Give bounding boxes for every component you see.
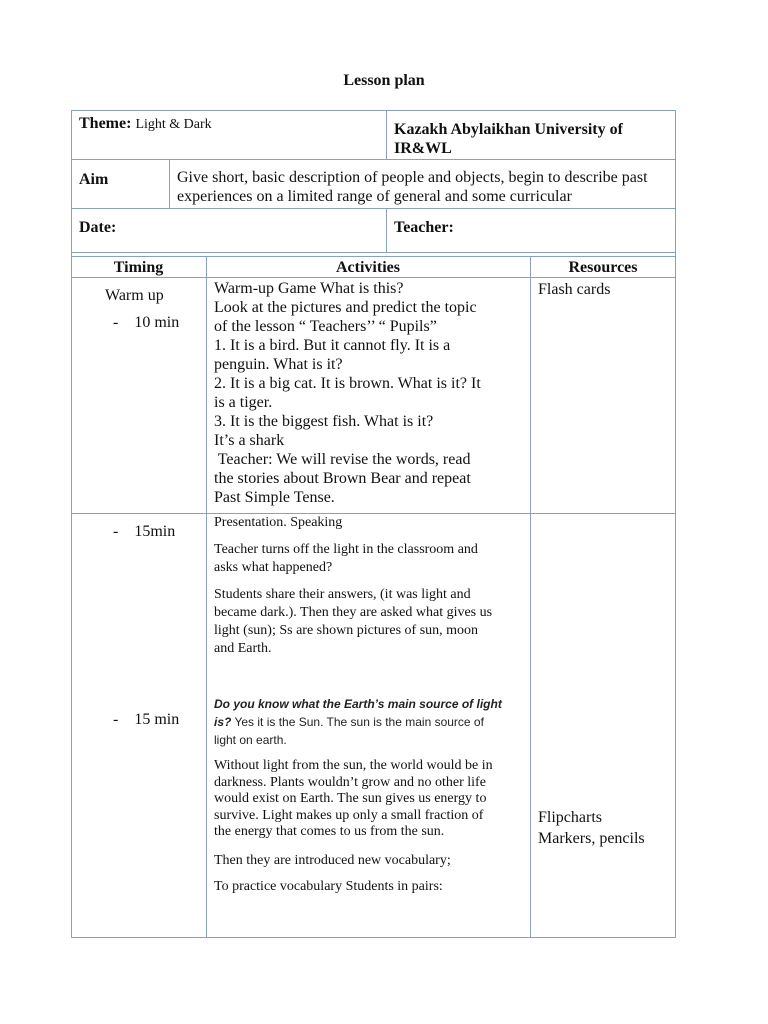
page-title: Lesson plan: [343, 72, 425, 89]
col-divider: [530, 256, 531, 938]
warmup-activities: [214, 279, 530, 507]
presentation-heading: Presentation. Speaking: [214, 515, 343, 530]
col-divider: [169, 159, 170, 209]
university-name: Kazakh Abylaikhan University of IR&WL: [394, 121, 623, 157]
theme-label: Theme:: [79, 115, 132, 132]
activity-line: of the lesson “ Teachers’’ “ Pupils”: [214, 318, 437, 335]
resources-flipcharts: Flipcharts: [538, 809, 602, 826]
col-divider: [386, 110, 387, 160]
theme-cell: [79, 114, 379, 133]
activity-line: the stories about Brown Bear and repeat: [214, 470, 471, 487]
col-divider: [206, 256, 207, 938]
row-divider: [71, 256, 676, 257]
row-divider: [71, 208, 676, 209]
activity-line: 3. It is the biggest fish. What is it?: [214, 413, 434, 430]
activity-line: It’s a shark: [214, 432, 285, 449]
column-header-timing: Timing: [113, 259, 164, 276]
activity-line: is a tiger.: [214, 394, 273, 411]
activity-line: Warm-up Game What is this?: [214, 280, 404, 297]
aim-label: Aim: [79, 171, 109, 188]
aim-text: Give short, basic description of people and objects, begin to describe past experiences on a limited range of general and some curricular: [177, 169, 648, 205]
timing-warmup-label: Warm up: [105, 287, 164, 304]
activity-line: penguin. What is it?: [214, 356, 343, 373]
column-header-resources: Resources: [568, 259, 638, 276]
row-divider: [71, 159, 676, 160]
activity-line: 2. It is a big cat. It is brown. What is it? It: [214, 375, 481, 392]
activity-line: 1. It is a bird. But it cannot fly. It is a: [214, 337, 451, 354]
activity-paragraph: Teacher turns off the light in the classroom and asks what happened?: [214, 542, 478, 575]
date-label: Date:: [79, 219, 117, 236]
row-divider: [71, 513, 676, 514]
activity-line: Past Simple Tense.: [214, 489, 335, 506]
activity-line: Teacher: We will revise the words, read: [214, 451, 471, 468]
activity-paragraph: Without light from the sun, the world would be in darkness. Plants wouldn’t grow and no other life would exist on Earth. The sun gives us energy to survive. Light makes up only a small fraction of the energy that comes to us from the sun.: [214, 758, 493, 839]
vocabulary-intro: Then they are introduced new vocabulary;: [214, 853, 451, 868]
activity-paragraph: Students share their answers, (it was light and became dark.). Then they are asked what gives us light (sun); Ss are shown pictures of sun, moon and Earth.: [214, 587, 493, 656]
theme-value: Light & Dark: [135, 117, 212, 132]
timing-warmup-duration: - 10 min: [113, 314, 180, 331]
timing-presentation: - 15min: [113, 523, 176, 540]
teacher-label: Teacher:: [394, 219, 454, 236]
activity-line: Look at the pictures and predict the topic: [214, 299, 477, 316]
resources-flash-cards: Flash cards: [538, 281, 611, 298]
resources-markers: Markers, pencils: [538, 830, 645, 847]
sun-question: Do you know what the Earth’s main source of light is? Yes it is the Sun. The sun is the main source of light on earth.: [214, 697, 502, 747]
timing-sun-discussion: - 15 min: [113, 711, 180, 728]
col-divider: [386, 208, 387, 253]
column-header-activities: Activities: [336, 259, 400, 276]
vocabulary-practice: To practice vocabulary Students in pairs:: [214, 879, 443, 894]
row-divider: [71, 252, 676, 253]
row-divider: [71, 277, 676, 278]
